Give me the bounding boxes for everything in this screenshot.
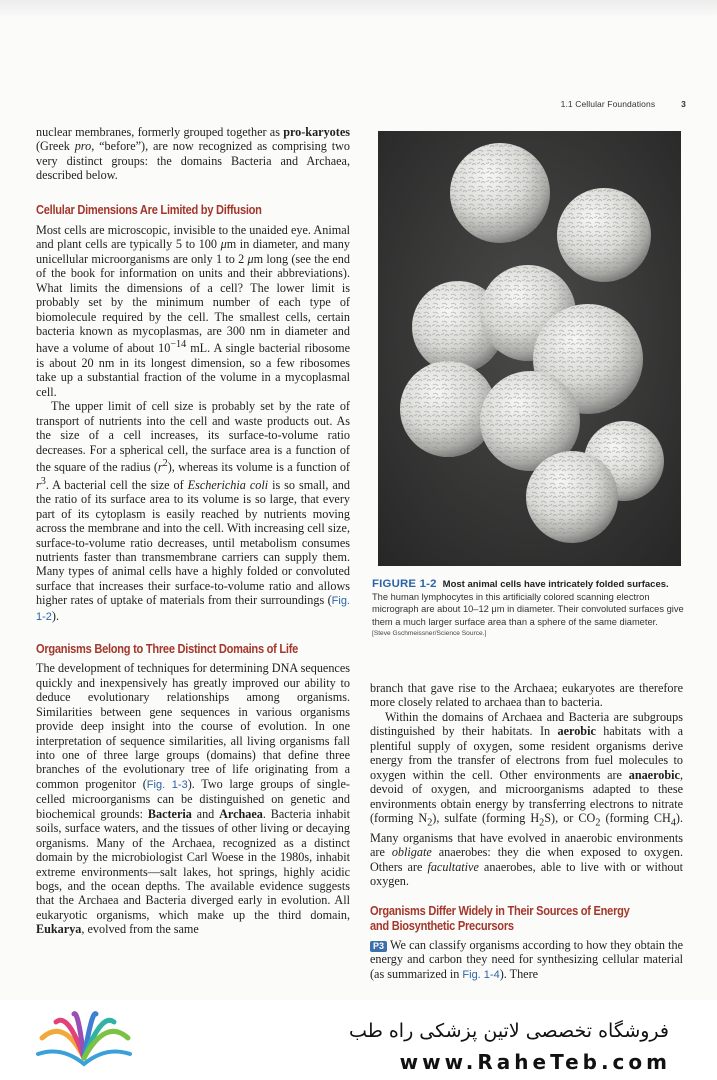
micrograph-figure [378,131,681,566]
figure-credit: [Steve Gschmeissner/Science Source.] [372,629,487,637]
store-name: فروشگاه تخصصی لاتین پزشکی راه طب [349,1020,669,1042]
store-url-link[interactable]: www.RaheTeb.com [399,1050,671,1074]
term-prokaryotes: pro-karyotes [283,125,350,139]
running-header [561,99,686,109]
heading-energy-sources: Organisms Differ Widely in Their Sources of Energy [370,903,630,918]
term-bacteria: Bacteria [147,806,192,821]
figure-caption [372,578,686,639]
paragraph-habitats: Within the domains of Archaea and Bacteria are subgroups distinguished by their habitats. In aerobic habitats with a plentiful supply of oxygen, some resident organisms derive energy from the transfer of electrons from fuel molecules to oxygen within the cell. Other environments are anaerobic, devoid of oxygen, and microorganisms adapted to these environments obtain energy by transferring electrons to nitrate (forming $N_2$), sulfate (forming $H_2S$), or $CO_2$ (forming $CH_4$). Many organisms that have evolved in anaerobic environments are obligate anaerobes: they die when exposed to oxygen. Others are facultative anaerobes, able to live with or without oxygen. [370,709,683,889]
paragraph-cell-size-upper: The upper limit of cell size is probably set by the rate of transport of nutrients into the cell and waste products out. As the size of a cell increases, its surface-to-volume ratio decreases. For a spherical cell, the surface area is a function of the square of the radius $(r^2)$, whereas its volume is a function of $r^3$. A bacterial cell the size of Escherichia coli is so small, and the ratio of its surface area to its volume is so large, that every part of its cytoplasm is easily reached by nutrients moving across the membrane and into the cell. With increasing cell size, surface-to-volume ratio decreases, until metabolism consumes nutrients faster than transmembrane carriers can supply them. Many types of animal cells have a highly folded or convoluted surface that increases their surface-to-volume ratio and allows higher rates of uptake of materials from their surroundings (Fig. 1-2). [36,399,350,623]
lymphocyte-micrograph-image [378,131,681,566]
term-eukarya: Eukarya [36,922,82,937]
paragraph-classify-organisms: P3 We can classify organisms according to how they obtain the energy and carbon they need for synthesizing cellular material (as summarized in Fig. 1-4). There [370,937,683,981]
heading-cellular-dimensions: Cellular Dimensions Are Limited by Diffusion [36,202,262,217]
figure-number: FIGURE 1-2 [372,578,437,590]
caption-title-line [372,578,686,591]
figure-ref-link[interactable]: Fig. 1-2 [36,595,350,623]
intro-paragraph: nuclear membranes, formerly grouped together as pro-karyotes (Greek pro, “before”), are now recognized as comprising two very distinct groups: the domains Bacteria and Archaea, described below. [36,125,350,183]
figure-ref-link[interactable]: Fig. 1-4 [462,968,500,981]
section-title: 1.1 Cellular Foundations [560,99,656,109]
left-column [36,125,350,937]
figure-title: Most animal cells have intricately folded surfaces. [442,579,669,590]
page-number: 3 [681,99,686,109]
scan-shadow [0,0,717,18]
term-aerobic: aerobic [557,724,596,739]
term-anaerobic: anaerobic [628,767,680,782]
paragraph-cell-size-lower: Most cells are microscopic, invisible to the unaided eye. Animal and plant cells are typically 5 to 100 μm in diameter, and many unicellular microorganisms are only 1 to 2 μm long (see the end of the book for information on units and their abbreviations). What limits the dimensions of a cell? The lower limit is probably set by the minimum number of each type of biomolecule required by the cell. The smallest cells, certain bacteria known as mycoplasmas, are 300 nm in diameter and have a volume of about $10^{-14}$ mL. A single bacterial ribosome is about 20 nm in its longest dimension, so a few ribosomes take up a substantial fraction of the volume in a mycoplasmal cell. [36,222,350,399]
figure-description: The human lymphocytes in this artificially colored scanning electron micrograph are about 10–12 μm in diameter. Their convoluted surfaces give them a much larger surface area than a sphere of the same diameter. [372,592,684,627]
right-column [370,681,683,982]
term-archaea: Archaea [219,806,263,821]
open-book-logo-icon [34,1008,134,1070]
principle-badge: P3 [370,941,387,952]
paragraph-three-domains: The development of techniques for determining DNA sequences quickly and inexpensively has greatly improved our ability to deduce evolutionary relationships among organisms. Similarities between gene sequences in various organisms provide deep insight into the course of evolution. In one interpretation of sequence similarities, all living organisms fall into one of three large groups (domains) that define three branches of the evolutionary tree of life originating from a common progenitor (Fig. 1-3). Two large groups of single-celled microorganisms can be distinguished on genetic and biochemical grounds: Bacteria and Archaea. Bacteria inhabit soils, surface waters, and the tissues of other living or decaying organisms. Many of the Archaea, recognized as a distinct domain by the microbiologist Carl Woese in the 1980s, inhabit extreme environments—salt lakes, hot springs, highly acidic bogs, and the ocean depths. The available evidence suggests that the Archaea and Bacteria diverged early in evolution. All eukaryotic organisms, which make up the third domain, Eukarya, evolved from the same [36,661,350,937]
heading-energy-sources-line2: and Biosynthetic Precursors [370,918,514,933]
figure-ref-link[interactable]: Fig. 1-3 [146,778,188,791]
heading-three-domains: Organisms Belong to Three Distinct Domains of Life [36,642,299,657]
paragraph-archaea-branch: branch that gave rise to the Archaea; eukaryotes are therefore more closely related to archaea than to bacteria. [370,681,683,710]
